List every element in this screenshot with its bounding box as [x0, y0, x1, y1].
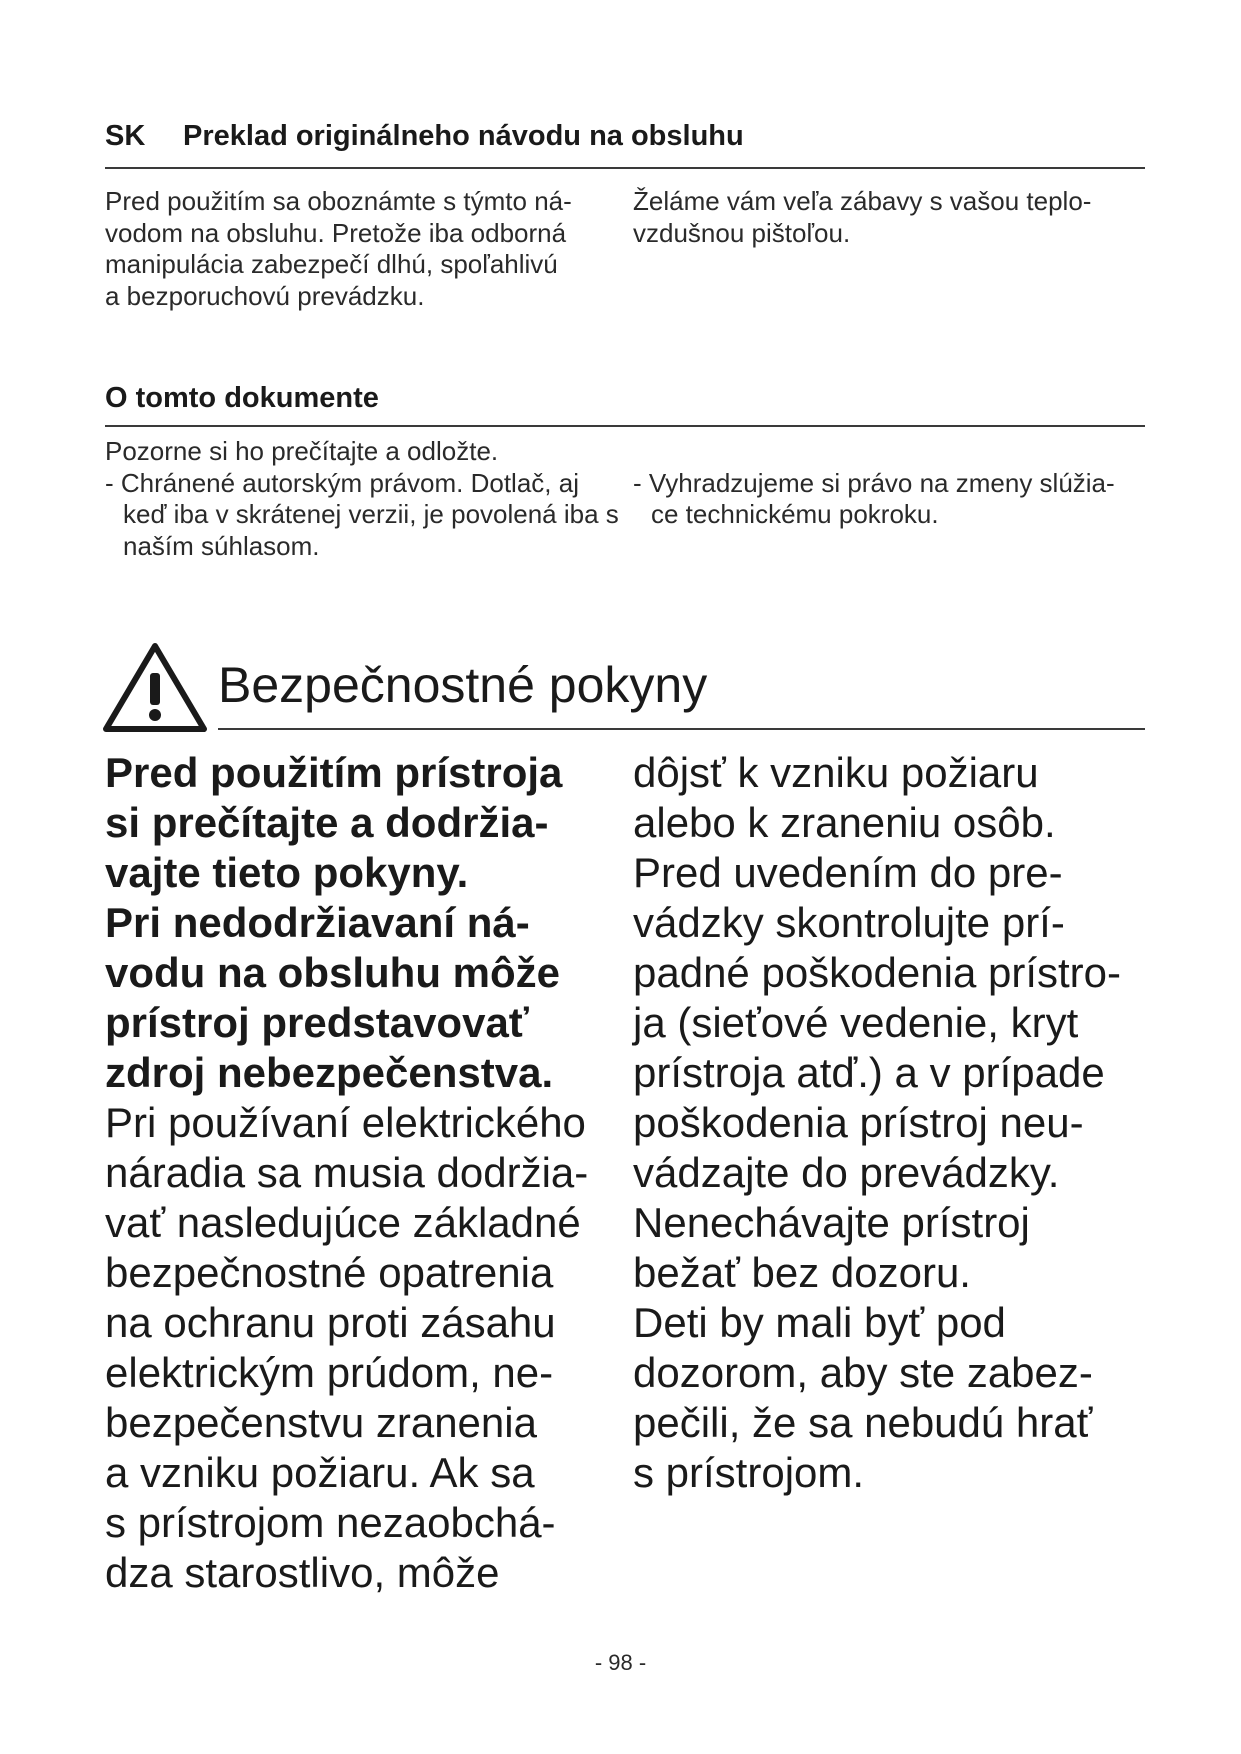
safety-text-line: dôjsť k vzniku požiaru — [633, 749, 1039, 796]
language-code: SK — [105, 120, 146, 152]
safety-text-line: elektrickým prúdom, ne- — [105, 1349, 554, 1396]
safety-text-line: a vzniku požiaru. Ak sa — [105, 1449, 535, 1496]
document-section-divider — [105, 425, 1145, 427]
document-right-column — [633, 468, 1143, 531]
intro-left-line: manipulácia zabezpečí dlhú, spoľahlivú — [105, 249, 558, 279]
safety-text-line: vádzky skontrolujte prí- — [633, 899, 1065, 946]
header-divider — [105, 167, 1145, 169]
safety-text-line: Pred uvedením do pre- — [633, 849, 1063, 896]
safety-text-line: bežať bez dozoru. — [633, 1249, 971, 1296]
safety-text-line: s prístrojom. — [633, 1449, 865, 1496]
intro-right-line: Želáme vám veľa zábavy s vašou teplo- — [633, 186, 1092, 216]
safety-bold-line: Pri nedodržiavaní ná- — [105, 899, 530, 946]
intro-left-line: a bezporuchovú prevádzku. — [105, 280, 425, 311]
document-section-heading: O tomto dokumente — [105, 382, 379, 414]
copyright-notice: - Chránené autorským právom. Dotlač, aj keď iba v skrátenej verzii, je povolená iba s naším súhlasom. — [105, 467, 619, 561]
safety-text-line: náradia sa musia dodržia- — [105, 1149, 589, 1196]
safety-title: Bezpečnostné pokyny — [218, 657, 708, 713]
safety-text-line: ja (sieťové vedenie, kryt — [633, 999, 1079, 1046]
intro-right-line: vzdušnou pištoľou. — [633, 217, 851, 248]
intro-left-line: Pred použitím sa oboznámte s týmto ná- — [105, 186, 572, 216]
document-left-column — [105, 436, 625, 562]
safety-text-line: padné poškodenia prístro- — [633, 949, 1121, 996]
intro-left-line: vodom na obsluhu. Pretože iba odborná — [105, 217, 567, 248]
safety-text-line: bezpečenstvu zranenia — [105, 1399, 537, 1446]
safety-text-line: prístroja atď.) a v prípade — [633, 1049, 1105, 1096]
safety-text-line: dozorom, aby ste zabez- — [633, 1349, 1093, 1396]
safety-bold-line: vajte tieto pokyny. — [105, 849, 469, 896]
safety-text-line: poškodenia prístroj neu- — [633, 1099, 1084, 1146]
safety-bold-line: zdroj nebezpečenstva. — [105, 1049, 554, 1096]
page-number: - 98 - — [594, 1650, 647, 1675]
safety-bold-line: vodu na obsluhu môže — [105, 949, 561, 996]
safety-left-column — [105, 748, 645, 1598]
safety-divider — [218, 728, 1145, 730]
safety-text-line: Nenechávajte prístroj — [633, 1199, 1030, 1246]
safety-text-line: pečili, že sa nebudú hrať — [633, 1399, 1093, 1446]
header-title: Preklad originálneho návodu na obsluhu — [183, 120, 744, 152]
page-header — [105, 120, 744, 153]
safety-text-line: s prístrojom nezaobchá- — [105, 1499, 556, 1546]
intro-right-column — [633, 186, 1153, 249]
safety-bold-line: Pred použitím prístroja — [105, 749, 563, 796]
safety-text-line: vať nasledujúce základné — [105, 1199, 581, 1246]
safety-text-line: na ochranu proti zásahu — [105, 1299, 556, 1346]
change-notice: - Vyhradzujeme si právo na zmeny slúžia- ce technickému pokroku. — [633, 467, 1115, 529]
intro-left-column — [105, 186, 625, 312]
safety-right-column — [633, 748, 1193, 1498]
safety-text-line: dza starostlivo, môže — [105, 1549, 500, 1596]
safety-bold-line: si prečítajte a dodržia- — [105, 799, 549, 846]
safety-text-line: Pri používaní elektrického — [105, 1099, 586, 1146]
document-lead: Pozorne si ho prečítajte a odložte. — [105, 436, 499, 466]
safety-text-line: bezpečnostné opatrenia — [105, 1249, 554, 1296]
safety-bold-line: prístroj predstavovať — [105, 999, 529, 1046]
safety-text-line: alebo k zraneniu osôb. — [633, 799, 1056, 846]
safety-text-line: Deti by mali byť pod — [633, 1299, 1006, 1346]
safety-text-line: vádzajte do prevádzky. — [633, 1149, 1060, 1196]
warning-icon — [100, 640, 210, 736]
